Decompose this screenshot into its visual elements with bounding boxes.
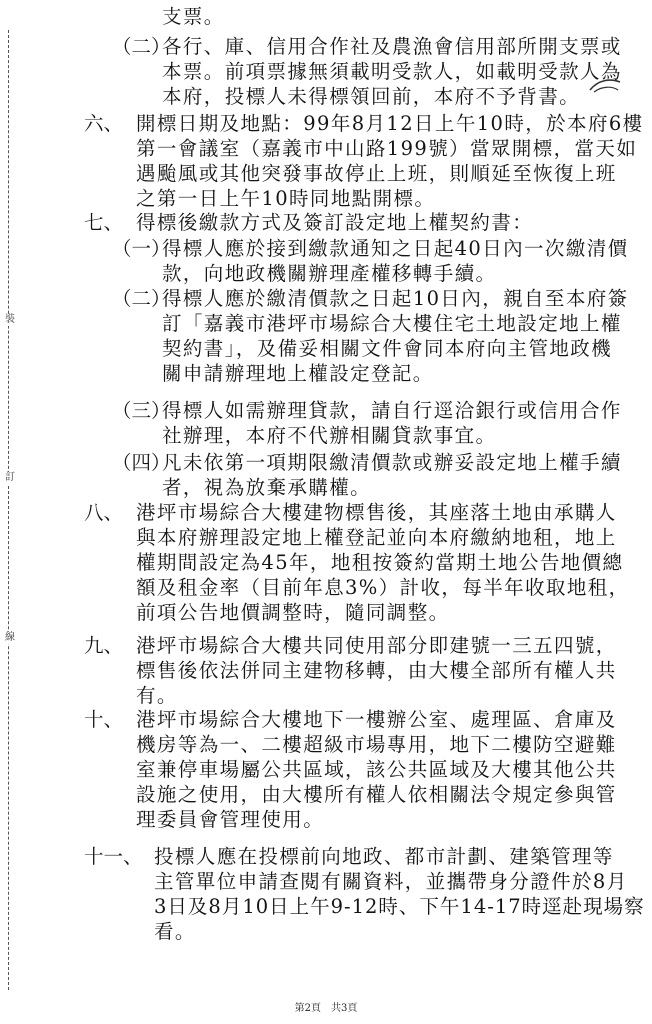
text-line: 本票。前項票據無須載明受款人，如載明受款人為 xyxy=(162,59,622,83)
text-line: 社辦理，本府不代辦相關貸款事宜。 xyxy=(162,423,497,447)
text-line: 理委員會管理使用。 xyxy=(136,807,325,831)
item-marker: （三） xyxy=(112,399,171,422)
item-marker: （一） xyxy=(112,237,171,260)
page-footer: 第2頁 共3頁 xyxy=(294,1003,358,1014)
item-marker: （四） xyxy=(112,451,171,474)
text-line: 得標人如需辦理貸款，請自行逕洽銀行或信用合作 xyxy=(162,399,622,422)
binding-mark-zhuang: 裝 xyxy=(5,314,15,325)
text-line: 得標後繳款方式及簽訂設定地上權契約書： xyxy=(136,211,534,234)
text-line: 看。 xyxy=(154,919,196,943)
text-line: 港坪市場綜合大樓建物標售後，其座落土地由承購人 xyxy=(136,501,617,524)
text-line: 訂「嘉義市港坪市場綜合大樓住宅土地設定地上權 xyxy=(162,311,622,335)
text-line: 者，視為放棄承購權。 xyxy=(162,475,372,499)
item-marker: 七、 xyxy=(84,211,124,234)
text-line: 得標人應於接到繳款通知之日起40日內一次繳清價 xyxy=(162,237,629,260)
item-marker: （二） xyxy=(112,287,171,310)
text-line: 有。 xyxy=(136,683,178,707)
text-line: 機房等為一、二樓超級市場專用，地下二樓防空避難 xyxy=(136,732,617,756)
binding-mark-ding: 訂 xyxy=(5,472,15,483)
text-line: 款，向地政機關辦理產權移轉手續。 xyxy=(162,261,497,285)
text-line: 契約書」，及備妥相關文件會同本府向主管地政機 xyxy=(162,336,613,360)
text-line: 3日及8月10日上午9-12時、下午14-17時逕赴現場察 xyxy=(154,894,645,918)
binding-mark-xian: 線 xyxy=(5,632,15,643)
text-line: 投標人應在投標前向地政、都市計劃、建築管理等 xyxy=(154,845,614,868)
text-line: 設施之使用，由大樓所有權人依相關法令規定參與管 xyxy=(136,782,617,806)
text-line: 主管單位申請查閱有關資料，並攜帶身分證件於8月 xyxy=(154,869,628,893)
text-line: 之第一日上午10時同地點開標。 xyxy=(136,186,436,210)
text-line: 支票。 xyxy=(162,5,225,28)
text-line: 權期間設定為45年，地租按簽約當期土地公告地價總 xyxy=(136,550,624,574)
text-line: 各行、庫、信用合作社及農漁會信用部所開支票或 xyxy=(162,35,622,58)
text-line: 遇颱風或其他突發事故停止上班，則順延至恢復上班 xyxy=(136,161,617,185)
text-line: 本府，投標人未得標領回前，本府不予背書。 xyxy=(162,84,581,108)
text-line: 前項公告地價調整時，隨同調整。 xyxy=(136,600,450,624)
text-line: 開標日期及地點：99年8月12日上午10時，於本府6樓 xyxy=(136,112,644,135)
binding-line xyxy=(8,30,9,990)
text-line: 港坪市場綜合大樓地下一樓辦公室、處理區、倉庫及 xyxy=(136,708,617,731)
text-line: 凡未依第一項期限繳清價款或辦妥設定地上權手續 xyxy=(162,451,622,474)
text-line: 與本府辦理設定地上權登記並向本府繳納地租，地上 xyxy=(136,525,617,549)
item-marker: 八、 xyxy=(84,501,124,524)
text-line: 得標人應於繳清價款之日起10日內，親自至本府簽 xyxy=(162,287,629,310)
item-marker: 九、 xyxy=(84,634,124,657)
item-marker: 六、 xyxy=(84,112,124,135)
text-line: 關申請辦理地上權設定登記。 xyxy=(162,361,434,385)
item-marker: 十、 xyxy=(84,708,124,731)
text-line: 室兼停車場屬公共區域，該公共區域及大樓其他公共 xyxy=(136,757,617,781)
item-marker: 十一、 xyxy=(84,845,143,868)
item-marker: （二） xyxy=(112,35,171,58)
text-line: 港坪市場綜合大樓共同使用部分即建號一三五四號， xyxy=(136,634,617,657)
text-line: 標售後依法併同主建物移轉，由大樓全部所有權人共 xyxy=(136,658,617,682)
text-line: 第一會議室（嘉義市中山路199號）當眾開標，當天如 xyxy=(136,136,638,160)
text-line: 額及租金率（目前年息3%）計收，每半年收取地租， xyxy=(136,575,630,599)
